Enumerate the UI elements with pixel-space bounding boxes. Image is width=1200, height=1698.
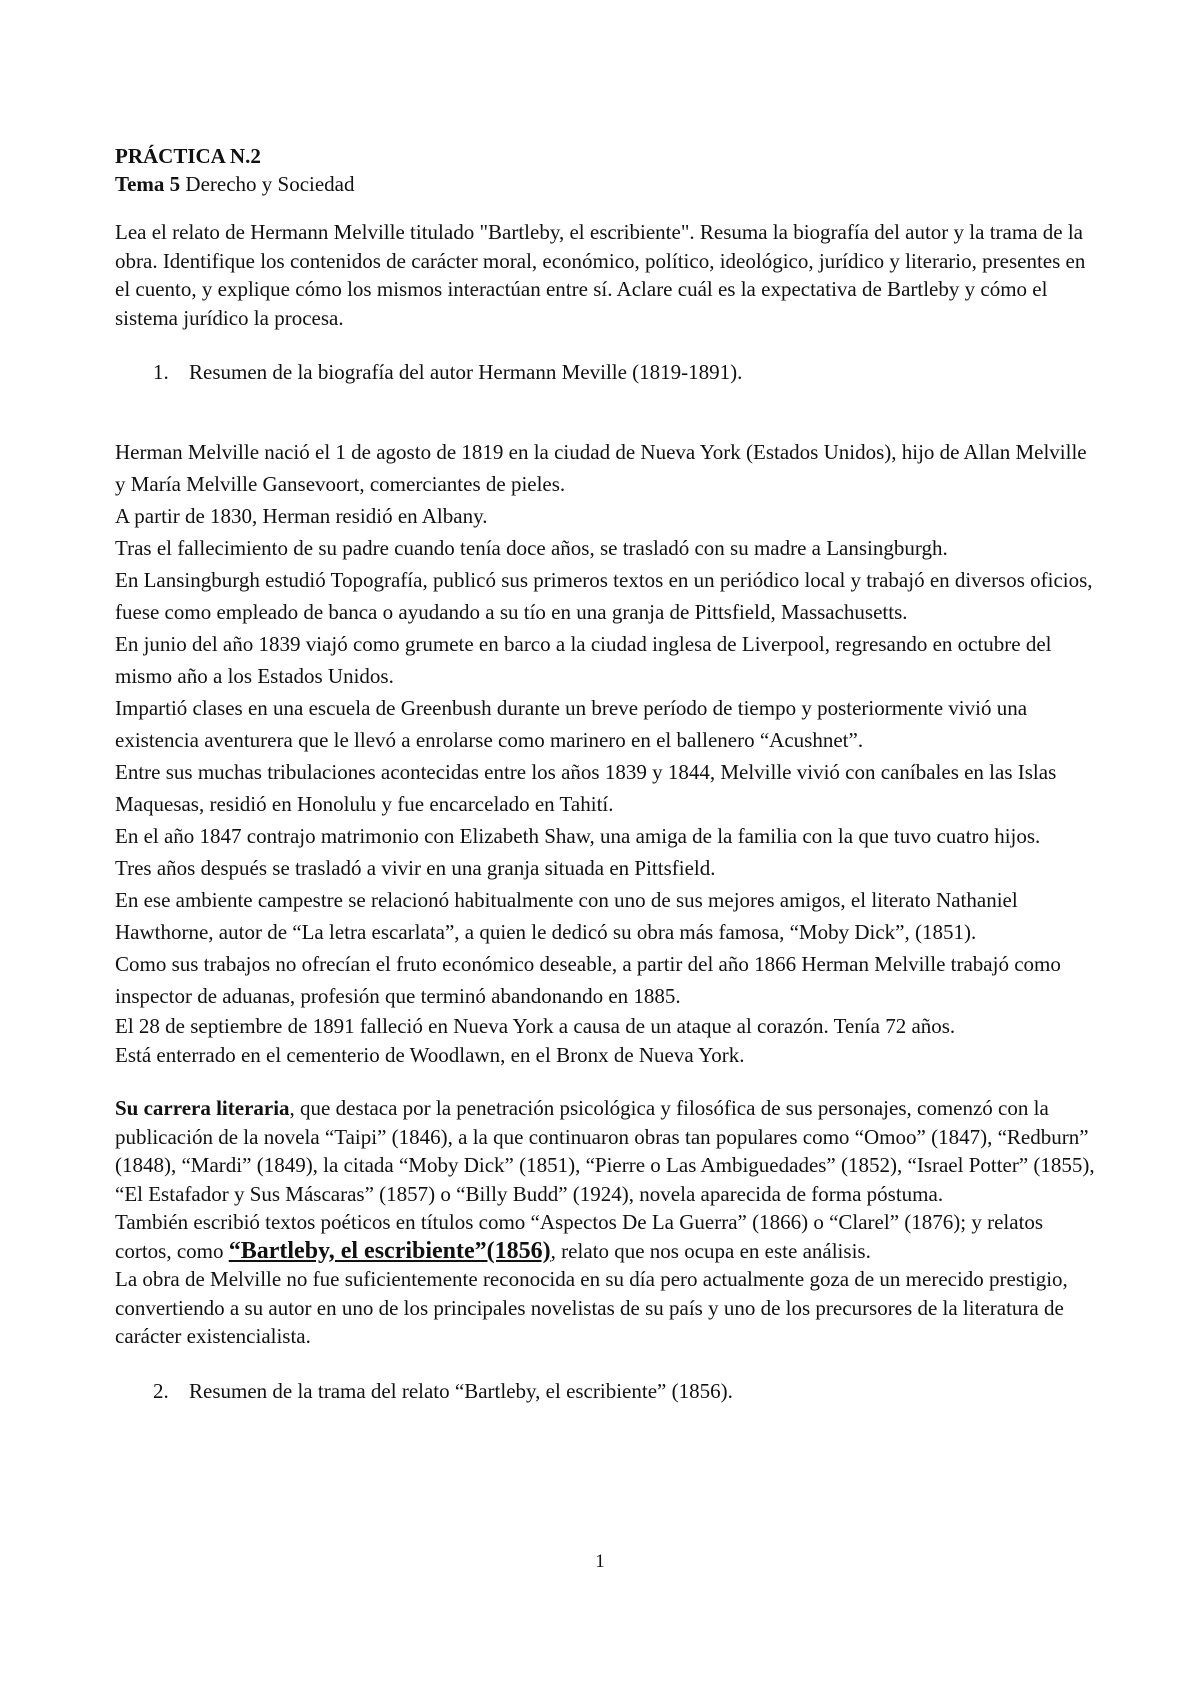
career-text: , relato que nos ocupa en este análisis. bbox=[550, 1238, 871, 1263]
biography-paragraph: En junio del año 1839 viajó como grumete en barco a la ciudad inglesa de Liverpool, regresando en octubre del mismo año a los Estados Unidos. bbox=[115, 632, 1052, 688]
question-number: 2. bbox=[153, 1378, 169, 1403]
question-list-2 bbox=[115, 1377, 1095, 1405]
assignment-instructions: Lea el relato de Hermann Melville titulado "Bartleby, el escribiente". Resuma la biografía del autor y la trama de la obra. Identifique los contenidos de carácter moral, económico, político, ideológico, jurídico y literario, presentes en el cuento, y explique cómo los mismos interactúan entre sí. Aclare cuál es la expectativa de Bartleby y cómo el sistema jurídico la procesa. bbox=[115, 220, 1086, 330]
career-section bbox=[115, 1094, 1095, 1351]
biography-paragraph: Está enterrado en el cementerio de Woodlawn, en el Bronx de Nueva York. bbox=[115, 1042, 745, 1067]
topic-label: Tema 5 bbox=[115, 172, 181, 196]
document-body bbox=[115, 142, 1095, 1405]
biography-paragraph: Tras el fallecimiento de su padre cuando tenía doce años, se trasladó con su madre a Lansingburgh. bbox=[115, 536, 948, 560]
career-heading: Su carrera literaria bbox=[115, 1096, 290, 1120]
biography-paragraph: El 28 de septiembre de 1891 falleció en Nueva York a causa de un ataque al corazón. Tenía 72 años. bbox=[115, 1014, 956, 1038]
page-number: 1 bbox=[595, 1551, 605, 1572]
biography-paragraph: A partir de 1830, Herman residió en Albany. bbox=[115, 504, 488, 528]
document-title: PRÁCTICA N.2 bbox=[115, 144, 261, 168]
biography-paragraph: En ese ambiente campestre se relacionó habitualmente con uno de sus mejores amigos, el literato Nathaniel Hawthorne, autor de “La letra escarlata”, a quien le dedicó su obra más famosa, “Moby Dick”, (1851). bbox=[115, 888, 1018, 944]
topic-name: Derecho y Sociedad bbox=[180, 172, 355, 196]
document-subtitle bbox=[115, 170, 1095, 198]
biography-paragraph: Impartió clases en una escuela de Greenbush durante un breve período de tiempo y posteriormente vivió una existencia aventurera que le llevó a enrolarse como marinero en el ballenero “Acushnet”. bbox=[115, 696, 1028, 752]
biography-section bbox=[115, 436, 1095, 1069]
biography-paragraph: En Lansingburgh estudió Topografía, publicó sus primeros textos en un periódico local y trabajó en diversos oficios, fuese como empleado de banca o ayudando a su tío en una granja de Pittsfield, Massachusetts. bbox=[115, 568, 1093, 624]
question-text: Resumen de la trama del relato “Bartleby, el escribiente” (1856). bbox=[189, 1378, 733, 1403]
question-list-1 bbox=[115, 358, 1095, 386]
highlighted-work-title: “Bartleby, el escribiente”(1856) bbox=[228, 1237, 551, 1264]
biography-paragraph: Entre sus muchas tribulaciones acontecidas entre los años 1839 y 1844, Melville vivió con caníbales en las Islas Maquesas, residió en Honolulu y fue encarcelado en Tahití. bbox=[115, 760, 1057, 816]
question-number: 1. bbox=[153, 360, 169, 384]
biography-paragraph: Herman Melville nació el 1 de agosto de 1819 en la ciudad de Nueva York (Estados Unidos), hijo de Allan Melville y María Melville Gansevoort, comerciantes de pieles. bbox=[115, 440, 1087, 496]
question-item-1 bbox=[115, 358, 1095, 386]
career-paragraph bbox=[115, 1094, 1095, 1208]
biography-paragraph: Tres años después se trasladó a vivir en una granja situada en Pittsfield. bbox=[115, 856, 716, 880]
career-paragraph bbox=[115, 1208, 1095, 1265]
biography-paragraph: Como sus trabajos no ofrecían el fruto económico deseable, a partir del año 1866 Herman Melville trabajó como inspector de aduanas, profesión que terminó abandonando en 1885. bbox=[115, 952, 1061, 1008]
biography-paragraph: En el año 1847 contrajo matrimonio con Elizabeth Shaw, una amiga de la familia con la que tuvo cuatro hijos. bbox=[115, 824, 1041, 848]
career-paragraph: La obra de Melville no fue suficientemente reconocida en su día pero actualmente goza de un merecido prestigio, convertiendo a su autor en uno de los principales novelistas de su país y uno de los precursores de la literatura de carácter existencialista. bbox=[115, 1267, 1068, 1348]
career-text: También escribió textos poéticos en títulos como “Aspectos De La Guerra” (1866) o “Clarel” (1876); y relatos cortos, como bbox=[115, 1210, 1044, 1263]
career-text: , que destaca por la penetración psicológica y filosófica de sus personajes, comenzó con la publicación de la novela “Taipi” (1846), a la que continuaron obras tan populares como “Omoo” (1847), “Redburn” (1848), “Mardi” (1849), la citada “Moby Dick” (1851), “Pierre o Las Ambiguedades” (1852), “Israel Potter” (1855), “El Estafador y Sus Máscaras” (1857) o “Billy Budd” (1924), novela aparecida de forma póstuma. bbox=[115, 1096, 1095, 1206]
question-text: Resumen de la biografía del autor Hermann Meville (1819-1891). bbox=[189, 360, 743, 384]
question-item-2 bbox=[115, 1377, 1095, 1405]
